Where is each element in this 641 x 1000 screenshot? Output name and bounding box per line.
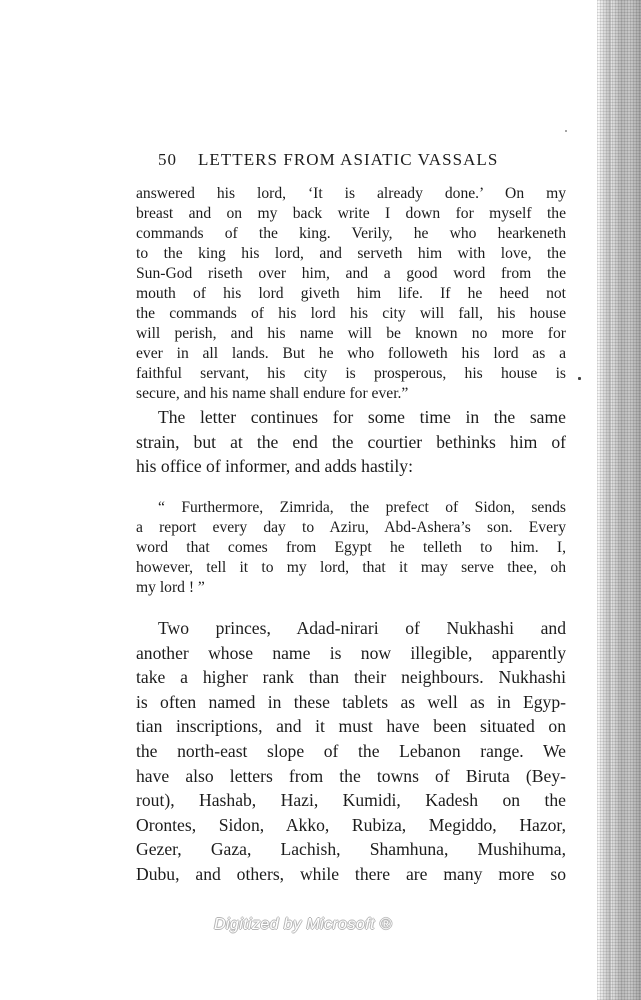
text-line: breast and on my back write I down for myself the: [136, 205, 566, 222]
quote-paragraph-2: [136, 498, 566, 598]
page-number: 50: [158, 150, 178, 169]
text-line: is often named in these tablets as well as in Egyp-: [136, 691, 566, 712]
text-line: take a higher rank than their neighbours. Nukhashi: [136, 667, 566, 688]
text-line: to the king his lord, and serveth him with love, the: [136, 245, 566, 262]
text-line: the commands of his lord his city will fall, his house: [136, 305, 566, 322]
text-line: a report every day to Aziru, Abd-Ashera’s son. Every: [136, 519, 566, 536]
quote-paragraph-1: [136, 184, 566, 404]
scan-gutter-shadow: [597, 0, 611, 1000]
digitization-watermark: Digitized by Microsoft ®: [214, 916, 392, 933]
text-line: ever in all lands. But he who followeth his lord as a: [136, 345, 566, 362]
scan-speck: [578, 377, 581, 380]
page-header: [158, 150, 578, 172]
body-paragraph-2: [136, 616, 566, 887]
text-line: secure, and his name shall endure for ever.”: [136, 385, 409, 402]
text-line: Orontes, Sidon, Akko, Rubiza, Megiddo, Hazor,: [136, 814, 566, 835]
text-line: Sun-God riseth over him, and a good word from the: [136, 265, 566, 282]
text-line: Dubu, and others, while there are many more so: [136, 863, 566, 884]
running-title: LETTERS FROM ASIATIC VASSALS: [198, 150, 499, 169]
text-line: will perish, and his name will be known no more for: [136, 325, 566, 342]
text-line: commands of the king. Verily, he who hearkeneth: [136, 225, 566, 242]
text-line: Gezer, Gaza, Lachish, Shamhuna, Mushihuma,: [136, 839, 566, 860]
text-line: mouth of his lord giveth him life. If he heed not: [136, 285, 566, 302]
text-line: however, tell it to my lord, that it may serve thee, oh: [136, 559, 566, 576]
text-line: The letter continues for some time in the same: [158, 407, 566, 427]
text-line: another whose name is now illegible, apparently: [136, 642, 566, 663]
text-line: answered his lord, ‘It is already done.’ On my: [136, 185, 566, 202]
scan-speck: [565, 130, 567, 132]
text-line: “ Furthermore, Zimrida, the prefect of Sidon, sends: [158, 499, 566, 516]
body-paragraph-1: [136, 405, 566, 479]
text-line: word that comes from Egypt he telleth to him. I,: [136, 539, 566, 556]
text-line: tian inscriptions, and it must have been situated on: [136, 716, 566, 737]
text-line: Two princes, Adad-nirari of Nukhashi and: [158, 618, 566, 638]
text-line: rout), Hashab, Hazi, Kumidi, Kadesh on the: [136, 790, 566, 811]
text-line: have also letters from the towns of Biruta (Bey-: [136, 765, 566, 786]
text-line: faithful servant, his city is prosperous, his house is: [136, 365, 566, 382]
text-line: my lord ! ”: [136, 579, 205, 596]
text-line: the north-east slope of the Lebanon range. We: [136, 740, 566, 761]
text-line: his office of informer, and adds hastily:: [136, 456, 413, 477]
text-line: strain, but at the end the courtier bethinks him of: [136, 431, 566, 452]
